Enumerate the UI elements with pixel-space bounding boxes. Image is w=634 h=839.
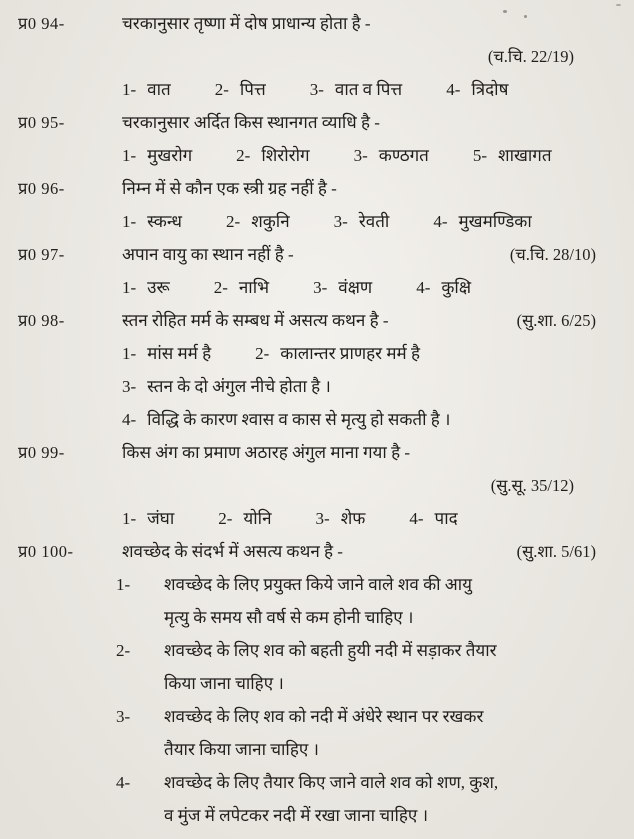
option-item xyxy=(214,277,269,299)
option-number: 1- xyxy=(122,508,137,528)
option-label: मांस मर्म है xyxy=(147,343,212,363)
question-number: प्र0 98- xyxy=(18,311,65,330)
option-row xyxy=(122,337,622,370)
question-reference: (सु.सू. 35/12) xyxy=(490,475,574,495)
question-text: निम्न में से कौन एक स्त्री ग्रह नहीं है - xyxy=(122,178,337,198)
option-number: 4- xyxy=(446,79,461,99)
option-text-line: शवच्छेद के लिए शव को नदी में अंधेरे स्थान पर रखकर xyxy=(164,706,484,726)
option-text-line: शवच्छेद के लिए प्रयुक्त किये जाने वाले शव की आयु xyxy=(164,574,473,594)
option-text-line: शवच्छेद के लिए तैयार किए जाने वाले शव को शण, कुश, xyxy=(164,772,499,792)
option-number: 1- xyxy=(122,211,137,231)
option-text-line: मृत्यु के समय सौ वर्ष से कम होनी चाहिए । xyxy=(164,607,414,627)
question-number: प्र0 96- xyxy=(18,179,65,198)
option-item xyxy=(122,277,170,299)
option-item xyxy=(122,79,171,101)
question-text-line xyxy=(122,172,622,205)
option-block xyxy=(116,568,622,634)
option-item xyxy=(473,145,552,167)
option-number: 4- xyxy=(409,508,424,528)
option-item xyxy=(433,211,531,233)
question-text-line xyxy=(122,238,622,271)
question-block xyxy=(18,304,634,436)
option-number: 3- xyxy=(315,508,330,528)
option-number: 2- xyxy=(218,508,233,528)
option-item xyxy=(334,211,390,233)
option-label: शिरोरोग xyxy=(261,145,310,165)
option-number: 3- xyxy=(313,277,328,297)
scan-speckle xyxy=(503,10,507,13)
option-number: 4- xyxy=(416,277,431,297)
option-number: 3- xyxy=(333,211,348,231)
question-body xyxy=(122,238,634,304)
scan-speckle xyxy=(616,4,621,6)
question-number: प्र0 100- xyxy=(18,542,74,561)
option-label: कालान्तर प्राणहर मर्म है xyxy=(280,343,420,363)
option-label: वंक्षण xyxy=(338,277,373,297)
option-number: 4- xyxy=(122,409,137,429)
option-label: त्रिदोष xyxy=(471,79,509,99)
option-block xyxy=(116,634,622,700)
option-text xyxy=(164,700,622,766)
option-item xyxy=(310,79,402,101)
question-list xyxy=(18,7,634,832)
question-reference: (च.चि. 22/19) xyxy=(487,46,574,66)
option-label: नाभि xyxy=(238,277,270,297)
option-number: 2- xyxy=(213,277,228,297)
question-block xyxy=(18,106,634,172)
question-text-line xyxy=(122,304,622,337)
option-number: 1- xyxy=(122,79,137,99)
option-number: 2- xyxy=(236,145,251,165)
option-number: 3- xyxy=(309,79,324,99)
question-number: प्र0 99- xyxy=(18,443,65,462)
option-label: योनि xyxy=(243,508,272,528)
option-text-line: किया जाना चाहिए । xyxy=(164,673,284,693)
option-item xyxy=(416,277,471,299)
question-text: स्तन रोहित मर्म के सम्बध में असत्य कथन है - xyxy=(122,310,389,330)
option-item xyxy=(215,79,266,101)
option-item xyxy=(316,508,366,530)
option-item xyxy=(446,79,508,101)
option-number: 2- xyxy=(226,211,241,231)
option-row xyxy=(122,271,622,304)
option-row xyxy=(122,205,622,238)
question-reference: (सु.शा. 5/61) xyxy=(516,541,596,561)
option-number: 1- xyxy=(122,277,137,297)
option-row xyxy=(122,370,622,403)
option-row xyxy=(122,139,622,172)
question-block xyxy=(18,535,634,832)
option-label: मुखरोग xyxy=(147,145,193,165)
question-text: किस अंग का प्रमाण अठारह अंगुल माना गया है - xyxy=(122,442,411,462)
option-label: कुक्षि xyxy=(441,277,472,297)
question-body xyxy=(122,172,634,238)
option-item xyxy=(122,409,451,431)
question-number: प्र0 94- xyxy=(18,14,65,33)
option-number: 2- xyxy=(255,343,270,363)
question-body xyxy=(122,7,634,106)
question-number: प्र0 95- xyxy=(18,113,65,132)
question-text-line xyxy=(122,106,622,139)
option-label: स्कन्ध xyxy=(147,211,183,231)
option-label: शेफ xyxy=(340,508,366,528)
option-number: 5- xyxy=(472,145,488,165)
option-row xyxy=(122,403,622,436)
question-text: अपान वायु का स्थान नहीं है - xyxy=(122,244,294,264)
option-label: वात व पित्त xyxy=(334,79,403,99)
option-number: 4- xyxy=(433,211,448,231)
question-block xyxy=(18,172,634,238)
scan-speckle xyxy=(524,15,527,18)
option-number: 3- xyxy=(122,376,137,396)
option-item xyxy=(218,508,271,530)
option-item xyxy=(236,145,309,167)
option-label: विद्धि के कारण श्वास व कास से मृत्यु हो सकती है । xyxy=(147,409,451,429)
question-text: शवच्छेद के संदर्भ में असत्य कथन है - xyxy=(122,541,343,561)
option-label: कण्ठगत xyxy=(378,145,429,165)
option-text xyxy=(164,568,622,634)
option-item xyxy=(226,211,290,233)
option-label: शकुनि xyxy=(251,211,290,231)
question-text-line xyxy=(122,7,622,40)
option-item xyxy=(122,211,182,233)
question-body xyxy=(122,436,634,535)
option-text xyxy=(164,766,622,832)
question-block xyxy=(18,436,634,535)
option-item xyxy=(122,343,211,365)
option-item xyxy=(354,145,429,167)
option-number: 1- xyxy=(116,575,131,594)
option-label: रेवती xyxy=(358,211,390,231)
option-label: पित्त xyxy=(239,79,266,99)
option-text-line: तैयार किया जाना चाहिए । xyxy=(164,739,319,759)
question-block xyxy=(18,7,634,106)
question-text: चरकानुसार अर्दित किस स्थानगत व्याधि है - xyxy=(122,112,380,132)
question-body xyxy=(116,535,634,832)
question-reference: (च.चि. 28/10) xyxy=(509,244,596,264)
option-label: शाखागत xyxy=(498,145,552,165)
option-item xyxy=(122,145,192,167)
option-label: जंघा xyxy=(147,508,175,528)
option-number: 1- xyxy=(122,343,137,363)
option-number: 3- xyxy=(116,707,131,726)
reference-line xyxy=(122,40,622,73)
option-item xyxy=(313,277,372,299)
question-body xyxy=(122,106,634,172)
option-block xyxy=(116,766,622,832)
option-text-line: व मुंज में लपेटकर नदी में रखा जाना चाहिए । xyxy=(164,805,429,825)
option-label: पाद xyxy=(434,508,458,528)
option-row xyxy=(122,73,622,106)
option-item xyxy=(122,376,331,398)
option-block xyxy=(116,700,622,766)
option-label: वात xyxy=(147,79,171,99)
option-number: 4- xyxy=(116,773,131,792)
option-item xyxy=(122,508,174,530)
option-label: मुखमण्डिका xyxy=(458,211,532,231)
option-row xyxy=(122,502,622,535)
question-text: चरकानुसार तृष्णा में दोष प्राधान्य होता है - xyxy=(122,13,371,33)
reference-line xyxy=(122,469,622,502)
question-number: प्र0 97- xyxy=(18,245,65,264)
question-block xyxy=(18,238,634,304)
option-text-line: शवच्छेद के लिए शव को बहती हुयी नदी में सड़ाकर तैयार xyxy=(164,640,497,660)
question-body xyxy=(122,304,634,436)
option-number: 2- xyxy=(116,641,131,660)
option-text xyxy=(164,634,622,700)
option-item xyxy=(255,343,420,365)
option-item xyxy=(409,508,457,530)
question-reference: (सु.शा. 6/25) xyxy=(516,310,596,330)
question-text-line xyxy=(122,436,622,469)
option-label: स्तन के दो अंगुल नीचे होता है । xyxy=(147,376,331,396)
option-number: 3- xyxy=(353,145,368,165)
option-label: उरू xyxy=(147,277,170,297)
option-number: 1- xyxy=(122,145,137,165)
question-text-line xyxy=(122,535,622,568)
option-number: 2- xyxy=(214,79,229,99)
